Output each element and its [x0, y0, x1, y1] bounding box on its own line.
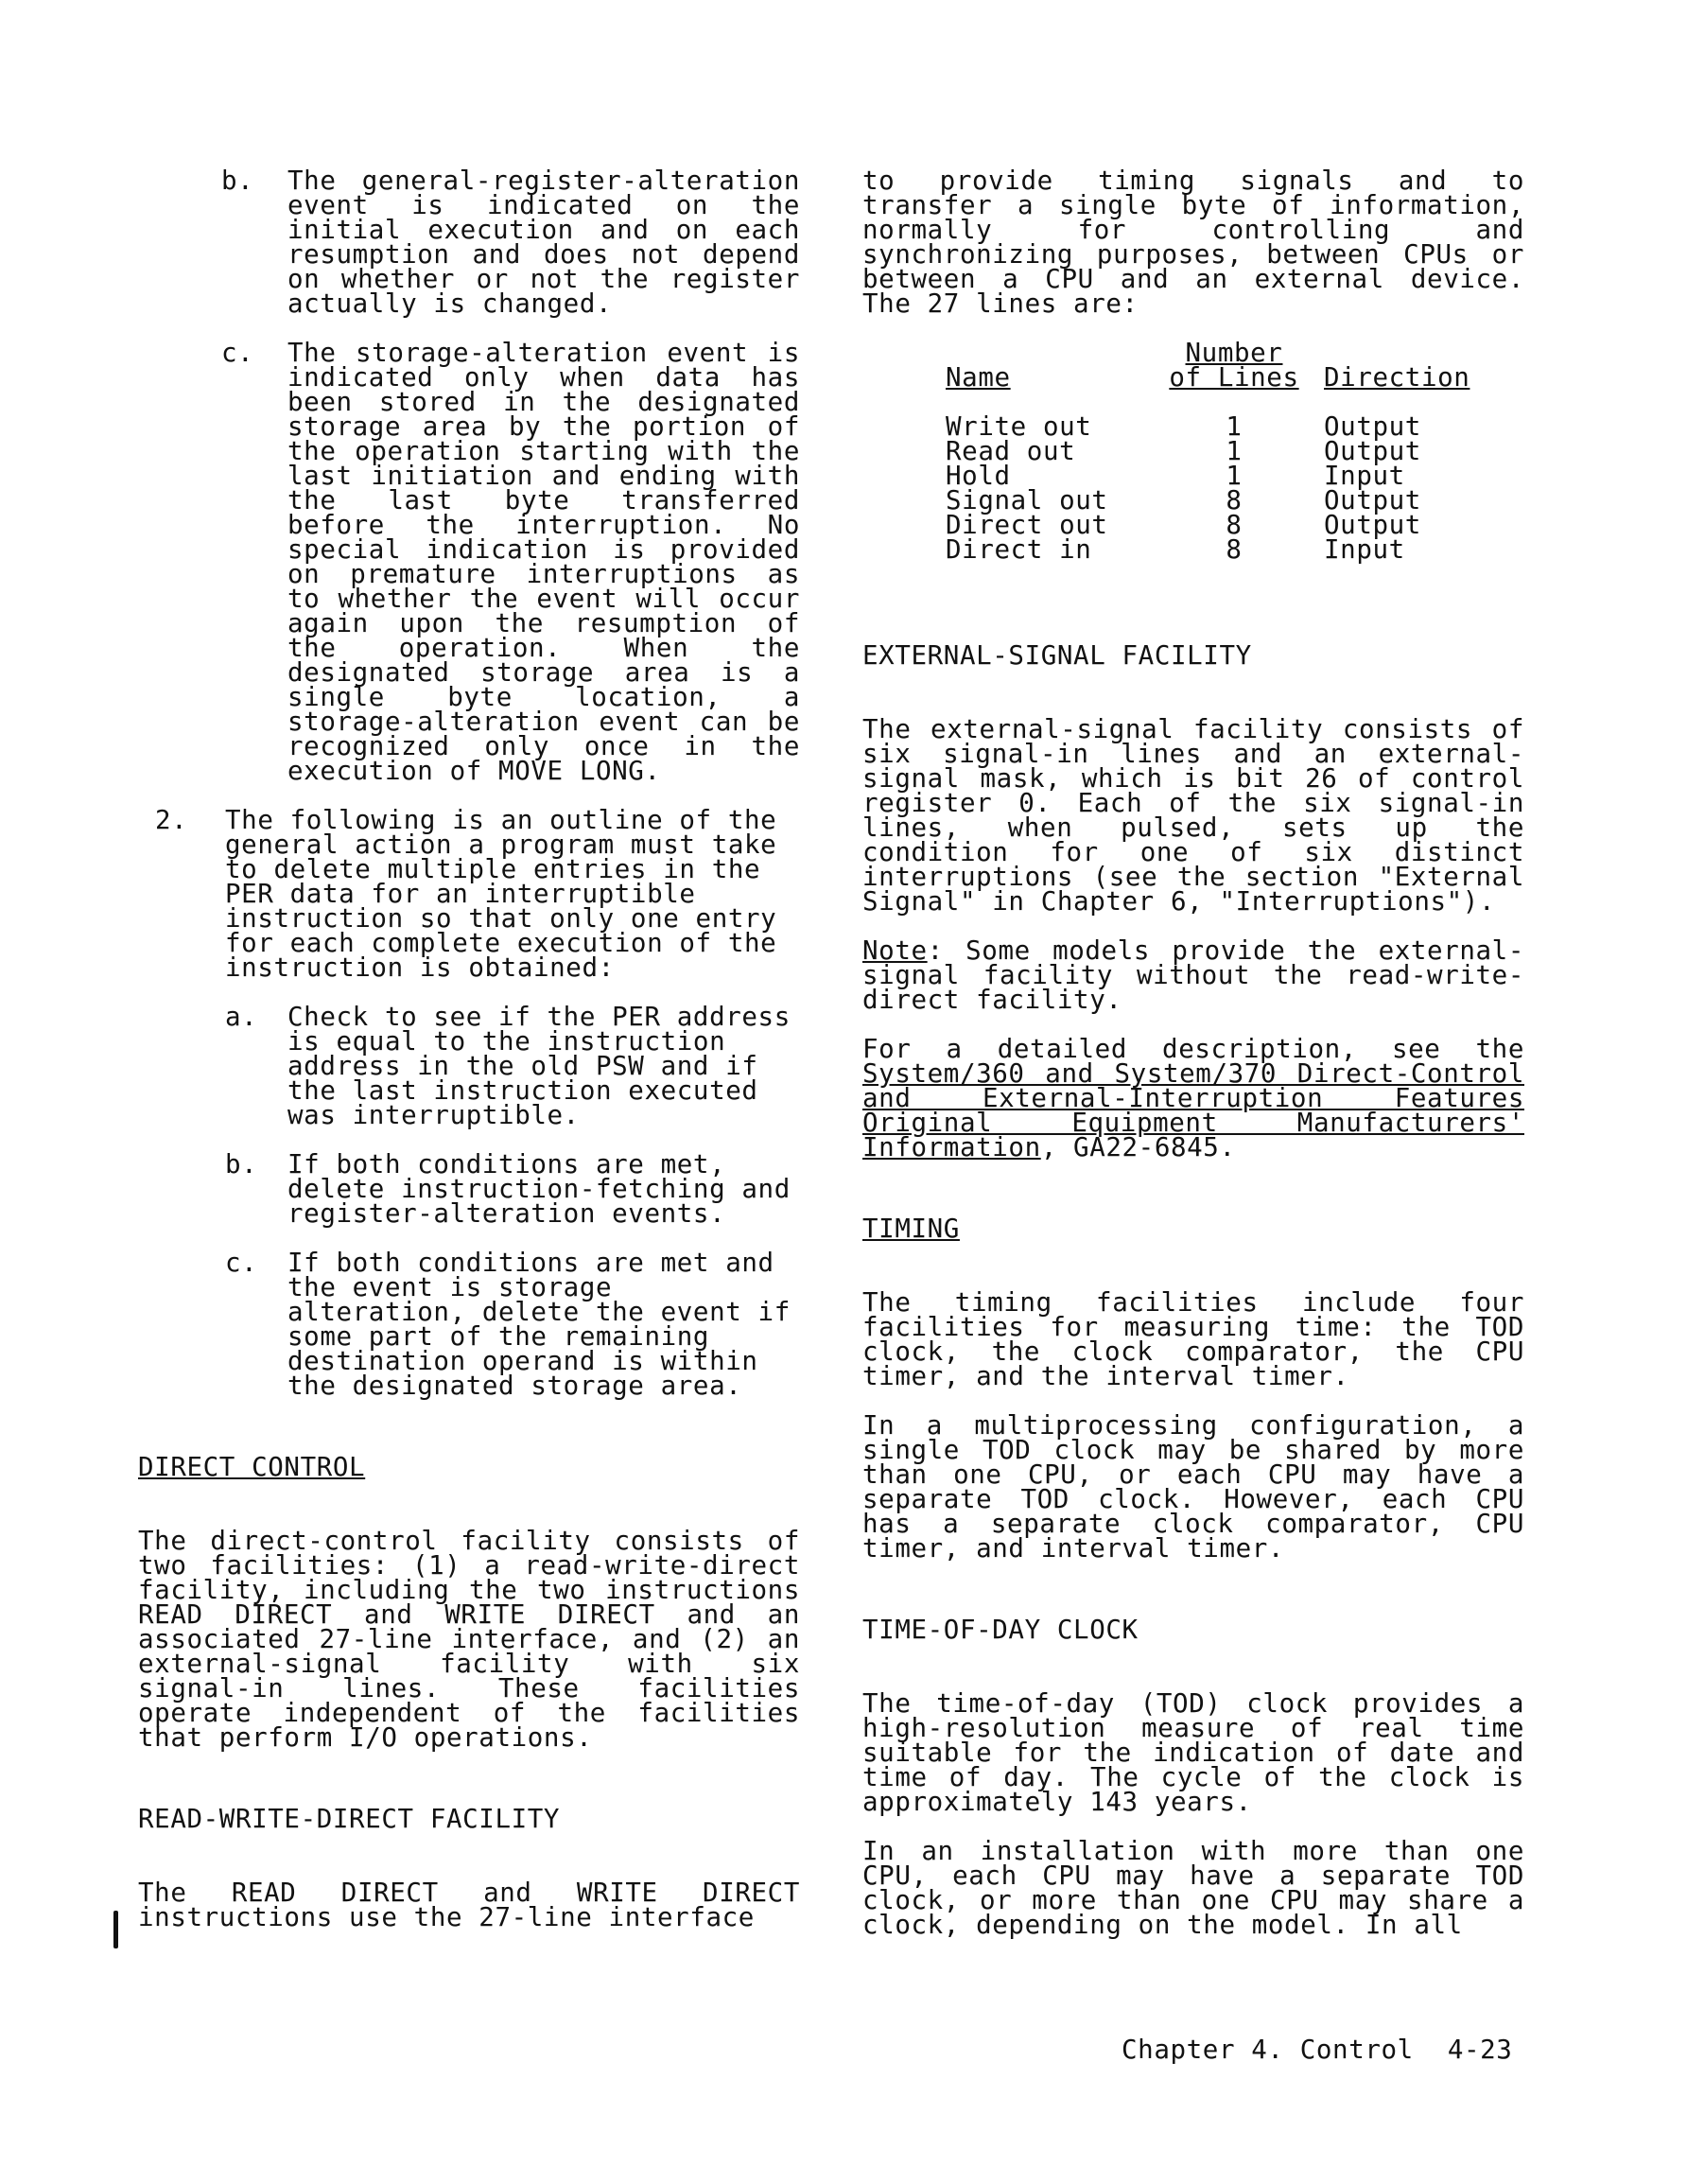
note-label: Note — [862, 935, 928, 966]
reference-paragraph — [862, 1034, 1524, 1162]
reference-title: System/360 and System/370 Direct-Control and External-Interruption Features Original Equipment Manufacturers' Information — [862, 1058, 1524, 1162]
left-column — [138, 168, 800, 1954]
right-column — [862, 168, 1524, 1962]
row-direction: Input — [1324, 534, 1405, 565]
row-name: Signal out — [946, 485, 1108, 515]
lines-table — [946, 338, 1513, 565]
sub-label: b. — [225, 1149, 258, 1179]
list-text: The general-register-alteration event is indicated on the initial execution and on each resumption and does not depend on whether or not the register actually is changed. — [287, 166, 800, 319]
table-header-row-2 — [946, 365, 1513, 390]
tod-paragraph-1: The time-of-day (TOD) clock provides a high-resolution measure of real time suitable for the indication of date and time of day. The cycle of the clock is approximately 143 years. — [862, 1688, 1524, 1817]
sub-item-a — [225, 1002, 800, 1130]
table-row — [946, 537, 1513, 562]
row-name: Direct in — [946, 534, 1092, 565]
row-direction: Input — [1324, 461, 1405, 491]
timing-paragraph-1: The timing facilities include four facilities for measuring time: the TOD clock, the clock comparator, the CPU timer, and the interval timer. — [862, 1287, 1524, 1391]
timing-paragraph-2: In a multiprocessing configuration, a single TOD clock may be shared by more than one CPU, or each CPU may have a separate TOD clock. However, each CPU has a separate clock comparator, CPU timer, and interval timer. — [862, 1410, 1524, 1564]
row-direction: Output — [1324, 510, 1421, 540]
external-signal-heading: EXTERNAL-SIGNAL FACILITY — [862, 640, 1252, 671]
row-lines: 1 — [1226, 436, 1243, 466]
row-lines: 1 — [1226, 461, 1243, 491]
tod-clock-heading: TIME-OF-DAY CLOCK — [862, 1615, 1139, 1645]
timing-heading: TIMING — [862, 1214, 960, 1244]
header-direction: Direction — [1324, 362, 1470, 393]
row-direction: Output — [1324, 485, 1421, 515]
list-item-b — [138, 166, 800, 319]
direct-control-paragraph: The direct-control facility consists of two facilities: (1) a read-write-direct facility, including the two instructions READ DIRECT and WRITE DIRECT and an associated 27-line interface, and (2) an external-signal facility with six signal-in lines. These facilities operate independent of the facilities that perform I/O operations. — [138, 1526, 800, 1753]
list-label: b. — [221, 166, 254, 196]
list-label: 2. — [155, 805, 188, 835]
sub-label: a. — [225, 1002, 258, 1032]
row-name: Hold — [946, 461, 1011, 491]
sub-text: If both conditions are met and the event is storage alteration, delete the event if some part of the remaining destination operand is within the designated storage area. — [287, 1248, 791, 1401]
header-name: Name — [946, 362, 1011, 393]
sub-text: If both conditions are met, delete instruction-fetching and register-alteration events. — [287, 1149, 791, 1229]
read-write-direct-heading: READ-WRITE-DIRECT FACILITY — [138, 1804, 561, 1834]
continued-paragraph: to provide timing signals and to transfer a single byte of information, normally for controlling and synchronizing purposes, between CPUs or between a CPU and an external device. The 27 lines are: — [862, 166, 1524, 319]
tod-paragraph-2: In an installation with more than one CPU, each CPU may have a separate TOD clock, or more than one CPU may share a clock, depending on the model. In all — [862, 1836, 1524, 1940]
list-text: The following is an outline of the general action a program must take to delete multiple entries in the PER data for an interruptible instruction so that only one entry for each complete execution of the instruction is obtained: — [225, 805, 777, 983]
sub-item-b — [225, 1149, 800, 1229]
list-text: The storage-alteration event is indicated only when data has been stored in the designated storage area by the portion of the operation starting with the last initiation and ending with the last byte transferred before the interruption. No special indication is provided on premature interruptions as to whether the event will occur again upon the resumption of the operation. When the designated storage area is a single byte location, a storage-alteration event can be recognized only once in the execution of MOVE LONG. — [287, 338, 800, 786]
footer-page-number: 4-23 — [1447, 2035, 1513, 2065]
row-lines: 8 — [1226, 534, 1243, 565]
external-signal-paragraph: The external-signal facility consists of six signal-in lines and an external-signal mask, which is bit 26 of control register 0. Each of the six signal-in lines, when pulsed, sets up the condition for one of six distinct interruptions (see the section "External Signal" in Chapter 6, "Interruptions"). — [862, 714, 1524, 917]
list-item-2 — [138, 805, 800, 1401]
reference-prefix: For a detailed description, see the — [862, 1034, 1524, 1064]
list-label: c. — [221, 338, 254, 368]
list-item-c — [138, 338, 800, 786]
row-name: Direct out — [946, 510, 1108, 540]
row-lines: 8 — [1226, 485, 1243, 515]
revision-bar — [113, 1911, 118, 1948]
sub-text: Check to see if the PER address is equal to the instruction address in the old PSW and if the last instruction executed was interruptible. — [287, 1002, 791, 1130]
direct-control-heading: DIRECT CONTROL — [138, 1452, 366, 1482]
footer-chapter: Chapter 4. Control — [1122, 2035, 1414, 2065]
header-of-lines: of Lines — [1169, 362, 1299, 393]
row-direction: Output — [1324, 436, 1421, 466]
sub-label: c. — [225, 1248, 258, 1278]
sub-item-c — [225, 1248, 800, 1401]
row-lines: 1 — [1226, 411, 1243, 442]
row-lines: 8 — [1226, 510, 1243, 540]
note-paragraph — [862, 935, 1524, 1015]
read-write-direct-paragraph: The READ DIRECT and WRITE DIRECT instructions use the 27-line interface — [138, 1878, 800, 1932]
row-name: Write out — [946, 411, 1092, 442]
row-direction: Output — [1324, 411, 1421, 442]
row-name: Read out — [946, 436, 1076, 466]
header-number: Number — [1185, 338, 1283, 368]
note-text: : Some models provide the external-signal facility without the read-write-direct facility. — [862, 935, 1524, 1015]
page-footer — [1122, 2035, 1512, 2065]
reference-suffix: , GA22-6845. — [1040, 1132, 1236, 1162]
